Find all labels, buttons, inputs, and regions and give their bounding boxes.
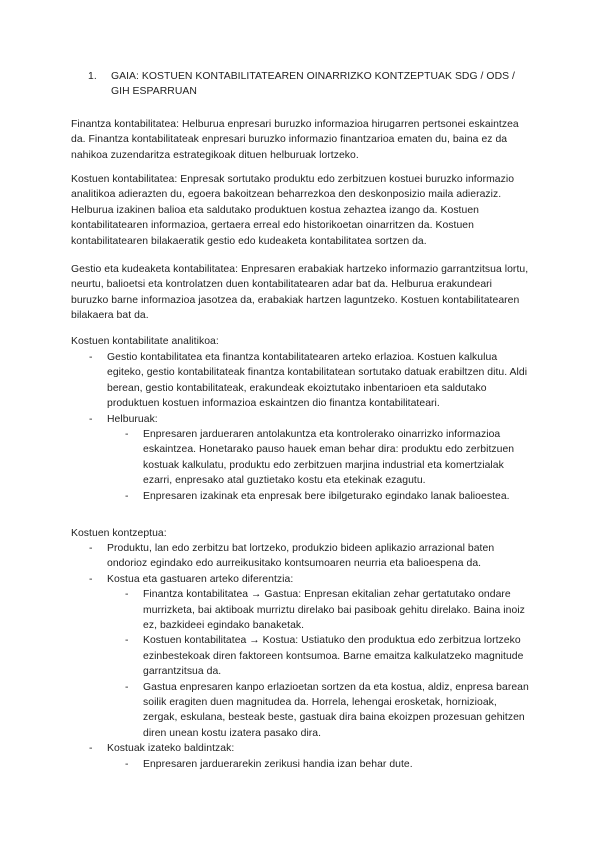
dash-bullet: - [89,743,93,755]
dash-bullet: - [125,490,129,502]
sub-list-item-text: Finantza kontabilitatea → Gastua: Enpresan ekitalian zehar gertatutako ondare murrizketa, bai aktiboak murriztu direlako bai pasiboak gehitu direlako. Baina inoiz ez, bazkideei egindako banaketak. [143,589,525,632]
sub-list-item [107,680,531,742]
list-item-text: Produktu, lan edo zerbitzu bat lortzeko, produkzio bideen aplikazio arrazional baten ondorioz egindako edo aurreikusitako kontsumoaren neurria eta balioespena da. [107,543,495,570]
dash-bullet: - [89,413,93,425]
sub-list-item-text: Kostuen kontabilitatea → Kostua: Ustiatuko den produktua edo zerbitzua lortzeko ezinbestekoak diren faktoreen kontsumoa. Barne emaitza kalkulatzeko magnitude garrantzitsua da. [143,635,524,678]
dash-bullet: - [89,573,93,585]
list-kontzeptua [71,541,531,772]
list-item [71,572,531,741]
sub-list-item [107,757,531,772]
dash-bullet: - [125,589,129,601]
dash-bullet: - [89,543,93,554]
list-item-text: Kostua eta gastuaren arteko diferentzia: [107,573,294,585]
sub-list-item-text: Enpresaren jarduerarekin zerikusi handia izan behar dute. [143,758,413,770]
section-heading-analitikoa: Kostuen kontabilitate analitikoa: [71,336,219,347]
sub-list-item-text: Gastua enpresaren kanpo erlazioetan sortzen da eta kostua, aldiz, enpresa barean soilik eragiten duen magnitudea da. Horrela, lehengai erosketak, hornizioak, zergak, eskulana, besteak beste, gastuak dira baina ekoizpen prozesuan gehitzen diren unean kostu izatera pasako dira. [143,681,529,739]
chapter-title-text: GAIA: KOSTUEN KONTABILITATEAREN OINARRIZKO KONTZEPTUAK SDG / ODS / GIH ESPARRUAN [111,71,515,98]
list-item-text: Helburuak: [107,413,158,425]
list-item [71,350,531,412]
dash-bullet: - [125,681,129,693]
list-item [71,541,531,572]
list-item-text: Kostuak izateko baldintzak: [107,743,235,755]
dash-bullet: - [89,352,93,363]
paragraph-finantza: Finantza kontabilitatea: Helburua enpresari buruzko informazioa hirugarren pertsonei eskaintzea da. Finantza kontabilitateak enpresari buruzko informazio finantzarioa ematen du, baina ez da nahikoa zuzendaritza estrategikoak dituen helburuak lortzeko. [71,119,519,161]
dash-bullet: - [125,758,129,770]
sub-list-item [107,633,531,679]
sub-list-item [107,489,531,504]
list-item [71,741,531,772]
sub-list-item-text: Enpresaren jardueraren antolakuntza eta kontrolerako oinarrizko informazioa eskaintzea. Honetarako pauso hauek eman behar dira: produktu edo zerbitzuen kostuak kalkulatu, produktu edo zerbitzuen marjina industrial eta komertzialak ezarri, enpresako atal guztietako kostu eta etekinak ezagutu. [143,429,515,487]
chapter-title [88,69,528,100]
list-analitikoa [71,350,531,504]
dash-bullet: - [125,429,129,441]
sub-list-item [107,427,531,489]
list-item-text: Gestio kontabilitatea eta finantza kontabilitatearen arteko erlazioa. Kostuen kalkulua egiteko, gestio kontabilitateak finantza kontabilitatean sortutako datuak erabiltzen ditu. Aldi berean, gestio kontabilitateak, erakundeak ekoiztutako inbentarioen eta saldutako produktuen kostuen informazioa eskaintzen dio finantza kontabilitateari. [107,352,528,410]
paragraph-kostuen: Kostuen kontabilitatea: Enpresak sortutako produktu edo zerbitzuen kostuei buruzko informazio analitikoa adierazten du, egoera bakoitzean beharrezkoa den deskonposizio maila adieraziz. Helburua izakinen balioa eta saldutako produktuen kostua zehaztea izango da. Kostuen kontabilitatearen informazioa, gertaera erreal edo historikoetan oinarritzen da. Kostuen kontabilitatearen bilakaeratik gestio edo kudeaketa kontabilitatea sortzen da. [71,174,515,247]
paragraph-gestio: Gestio eta kudeaketa kontabilitatea: Enpresaren erabakiak hartzeko informazio garrantzitsua lortu, neurtu, balioetsi eta kontrolatzen duen kontabilitatearen adar bat da. Helburua erakundeari buruzko barne informazioa jasotzea da, erabakiak hartzen laguntzeko. Kostuen kontabilitatearen bilakaera bat da. [71,264,529,322]
dash-bullet: - [125,635,129,647]
sub-list-item-text: Enpresaren izakinak eta enpresak bere ibilgeturako egindako lanak balioestea. [143,490,510,502]
section-heading-kontzeptua: Kostuen kontzeptua: [71,528,167,539]
chapter-number: 1. [88,71,97,82]
sub-list-item [107,587,531,633]
list-item [71,412,531,504]
